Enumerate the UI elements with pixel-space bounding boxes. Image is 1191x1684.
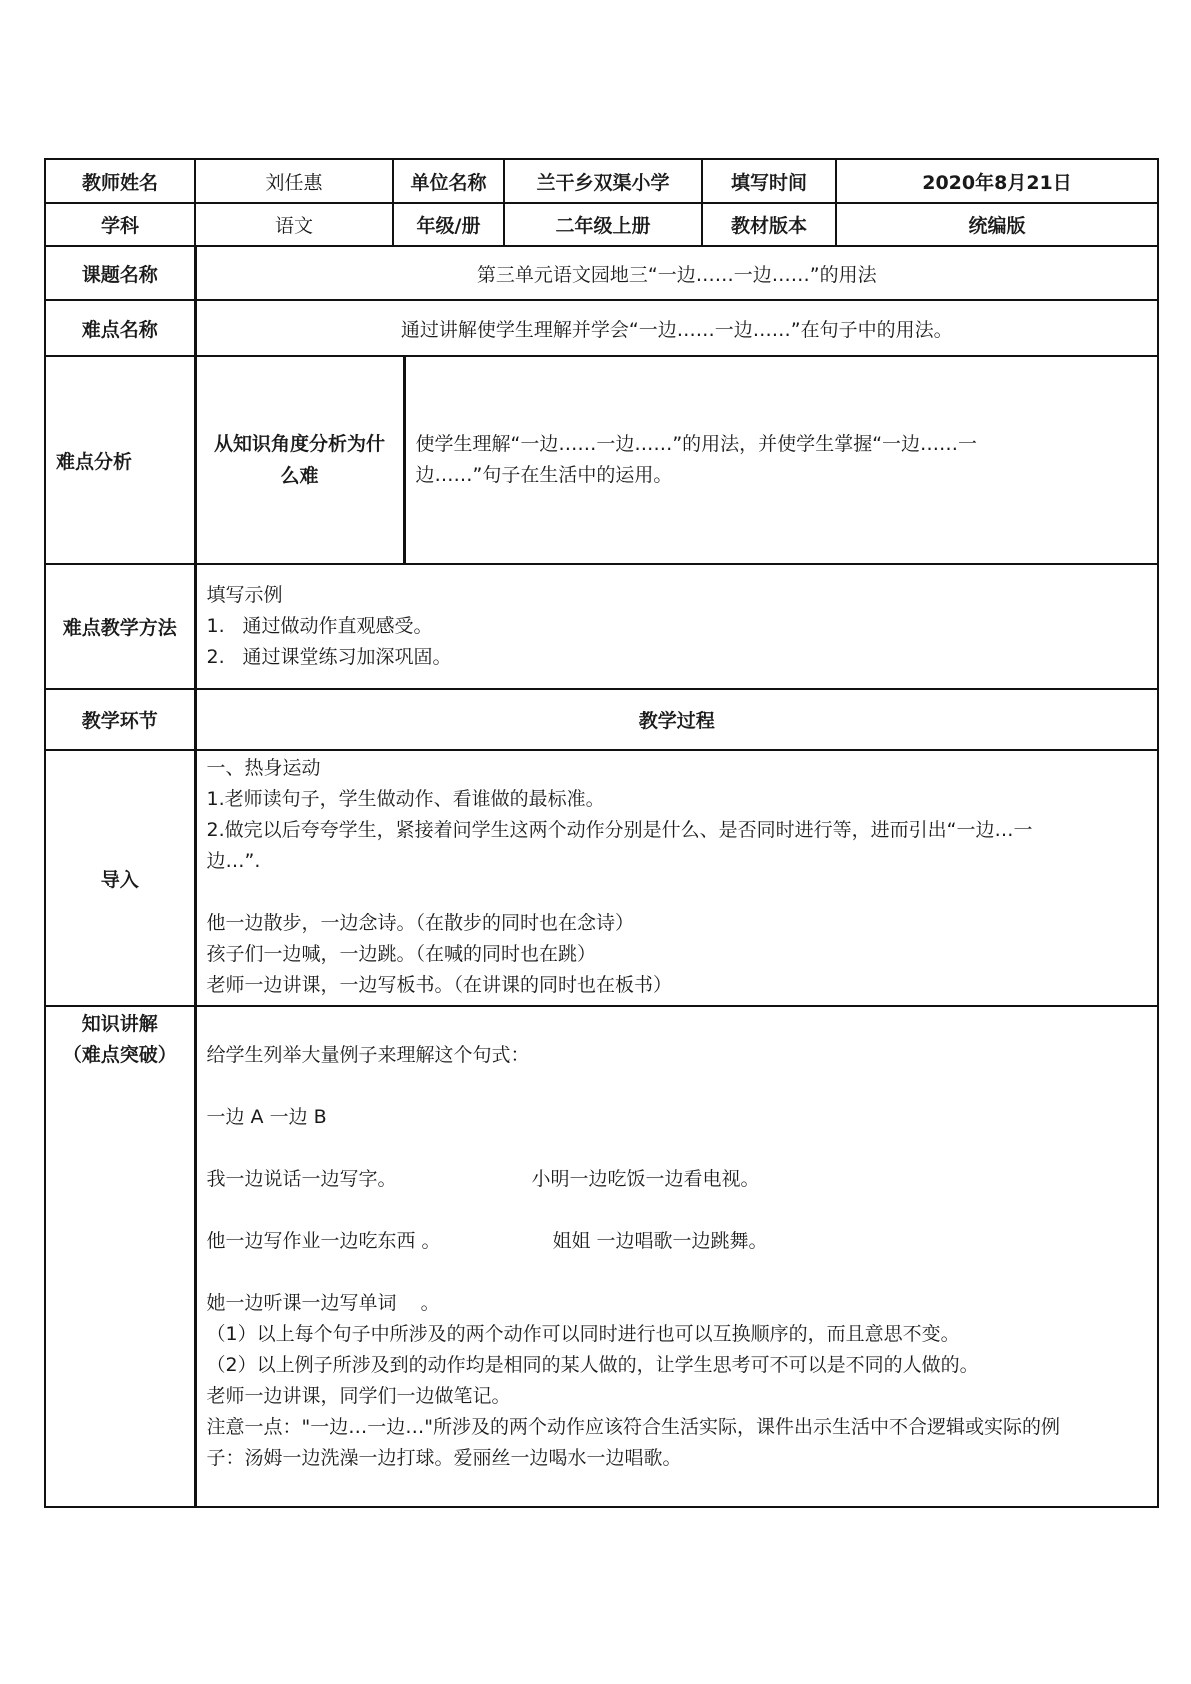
- method-label: 难点教学方法: [45, 564, 195, 689]
- knowledge-example-row-1: [207, 1164, 1150, 1195]
- analysis-cell: [195, 356, 1158, 564]
- intro-row: [45, 750, 1158, 1006]
- intro-line-3: 2.做完以后夸夸学生，紧接着问学生这两个动作分别是什么、是否同时进行等，进而引出“一边…一: [206, 819, 1033, 841]
- analysis-value-line-2: 边……”句子在生活中的运用。: [415, 464, 673, 486]
- intro-content: [195, 750, 1158, 1006]
- example-2-right: 姐姐 一边唱歌一边跳舞。: [552, 1230, 768, 1252]
- intro-label: 导入: [45, 750, 195, 1006]
- method-item-1: 1. 通过做动作直观感受。: [206, 615, 433, 637]
- intro-line-2: 1.老师读句子，学生做动作、看谁做的最标准。: [206, 788, 605, 810]
- info-row-1: [45, 159, 1158, 203]
- method-item-2: 2. 通过课堂练习加深巩固。: [206, 646, 452, 668]
- knowledge-pattern: 一边 A 一边 B: [206, 1106, 327, 1128]
- analysis-value: [404, 357, 1157, 563]
- analysis-sub-label: 从知识角度分析为什么难: [197, 357, 405, 563]
- method-value: [195, 564, 1158, 689]
- info-row-2: [45, 203, 1158, 246]
- knowledge-note-3-line-2: 子：汤姆一边洗澡一边打球。爱丽丝一边喝水一边唱歌。: [206, 1447, 682, 1469]
- knowledge-row: [45, 1006, 1158, 1507]
- textbook-label: 教材版本: [702, 203, 836, 246]
- knowledge-note-2: （2）以上例子所涉及到的动作均是相同的某人做的，让学生思考可不可以是不同的人做的。: [206, 1354, 979, 1376]
- teacher-label: 教师姓名: [45, 159, 195, 203]
- example-2-left: 他一边写作业一边吃东西 。: [206, 1230, 441, 1252]
- knowledge-intro: 给学生列举大量例子来理解这个句式：: [206, 1044, 530, 1066]
- knowledge-example-3: 她一边听课一边写单词 。: [206, 1292, 440, 1314]
- knowledge-note-3-line-1: 注意一点："一边…一边…"所涉及的两个动作应该符合生活实际，课件出示生活中不合逻辑或实际的例: [206, 1416, 1060, 1438]
- example-1-left: 我一边说话一边写字。: [206, 1168, 397, 1190]
- intro-line-1: 一、热身运动: [206, 757, 321, 779]
- grade-label: 年级/册: [393, 203, 504, 246]
- subject-value: 语文: [195, 203, 393, 246]
- intro-line-7: 老师一边讲课，一边写板书。（在讲课的同时也在板书）: [206, 974, 673, 996]
- process-header-label: 教学环节: [45, 689, 195, 750]
- topic-label: 课题名称: [45, 246, 195, 300]
- knowledge-label: [45, 1006, 195, 1507]
- subject-label: 学科: [45, 203, 195, 246]
- analysis-value-line-1: 使学生理解“一边……一边……”的用法，并使学生掌握“一边……一: [415, 433, 978, 455]
- analysis-row: [45, 356, 1158, 564]
- process-header-value: 教学过程: [195, 689, 1158, 750]
- knowledge-label-line-1: 知识讲解: [81, 1013, 158, 1035]
- intro-line-5: 他一边散步，一边念诗。（在散步的同时也在念诗）: [206, 912, 635, 934]
- analysis-label: 难点分析: [45, 356, 195, 564]
- process-header-row: [45, 689, 1158, 750]
- topic-value: 第三单元语文园地三“一边……一边……”的用法: [195, 246, 1158, 300]
- intro-line-4: 边…”.: [206, 850, 261, 872]
- method-row: [45, 564, 1158, 689]
- unit-value: 兰干乡双渠小学: [504, 159, 702, 203]
- knowledge-note-1: （1）以上每个句子中所涉及的两个动作可以同时进行也可以互换顺序的，而且意思不变。: [206, 1323, 960, 1345]
- date-value: 2020年8月21日: [836, 159, 1158, 203]
- knowledge-example-4: 老师一边讲课，同学们一边做笔记。: [206, 1385, 511, 1407]
- teacher-value: 刘任惠: [195, 159, 393, 203]
- grade-value: 二年级上册: [504, 203, 702, 246]
- difficulty-value: 通过讲解使学生理解并学会“一边……一边……”在句子中的用法。: [195, 300, 1158, 356]
- date-label: 填写时间: [702, 159, 836, 203]
- topic-row: [45, 246, 1158, 300]
- intro-line-6: 孩子们一边喊，一边跳。（在喊的同时也在跳）: [206, 943, 597, 965]
- difficulty-row: [45, 300, 1158, 356]
- unit-label: 单位名称: [393, 159, 504, 203]
- knowledge-label-line-2: （难点突破）: [62, 1044, 177, 1066]
- lesson-plan-document: [44, 158, 1157, 1508]
- difficulty-label: 难点名称: [45, 300, 195, 356]
- method-intro: 填写示例: [206, 584, 283, 606]
- analysis-subtable: [197, 357, 1158, 563]
- textbook-value: 统编版: [836, 203, 1158, 246]
- lesson-plan-table: [44, 158, 1159, 1508]
- example-1-right: 小明一边吃饭一边看电视。: [531, 1168, 760, 1190]
- knowledge-content: [195, 1006, 1158, 1507]
- knowledge-example-row-2: [207, 1226, 1150, 1257]
